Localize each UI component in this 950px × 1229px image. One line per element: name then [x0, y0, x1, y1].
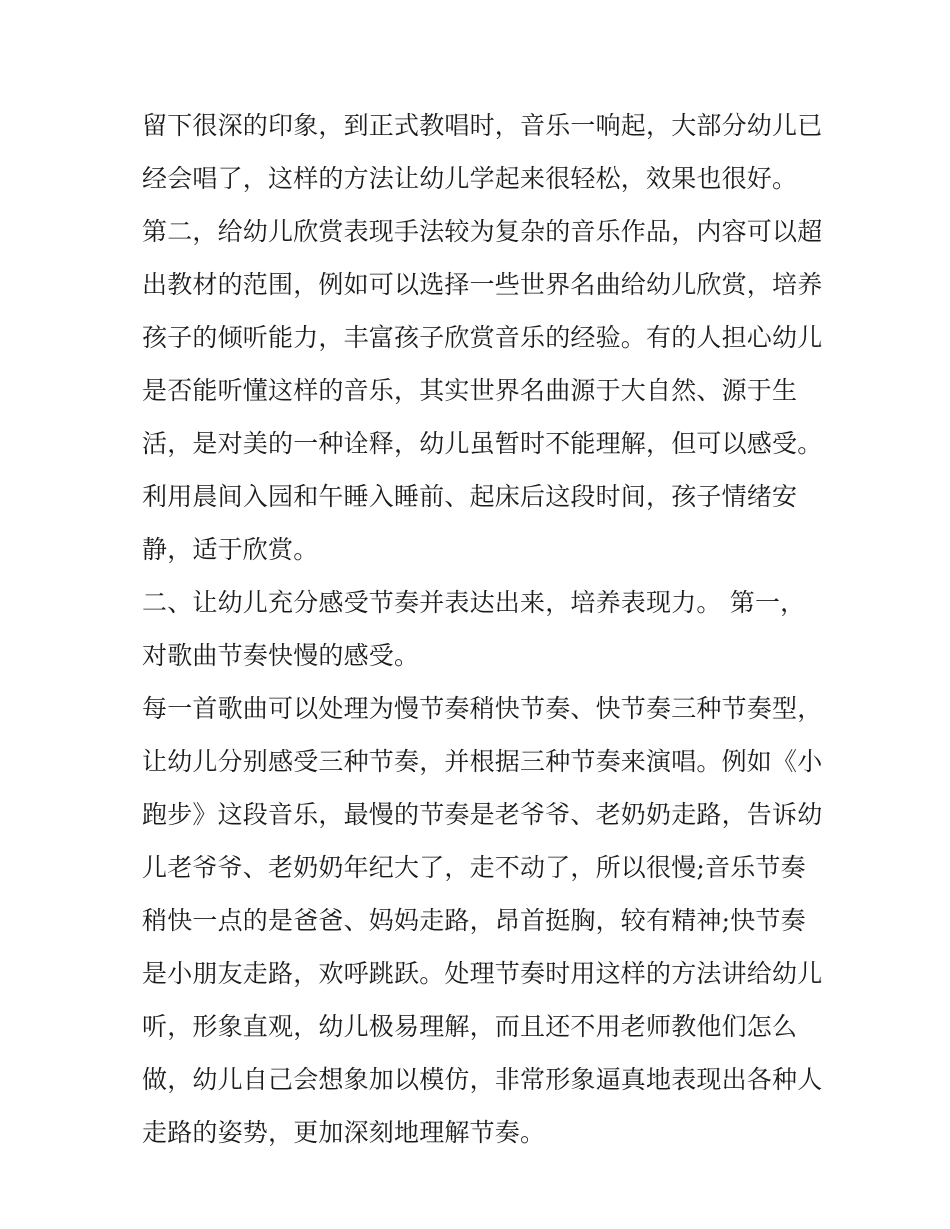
- text-line: 走路的姿势，更加深刻地理解节奏。: [142, 1118, 546, 1147]
- text-line: 留下很深的印象，到正式教唱时，音乐一响起，大部分幼儿已: [142, 111, 823, 140]
- section-heading-line: 二、让幼儿充分感受节奏并表达出来，培养表现力。 第一，: [142, 588, 806, 617]
- text-line: 让幼儿分别感受三种节奏，并根据三种节奏来演唱。例如《小: [142, 747, 823, 776]
- text-line: 利用晨间入园和午睡入睡前、起床后这段时间，孩子情绪安: [142, 482, 798, 511]
- body-text: [142, 104, 822, 1164]
- text-line: 经会唱了，这样的方法让幼儿学起来很轻松，效果也很好。: [142, 164, 798, 193]
- text-line: 儿老爷爷、老奶奶年纪大了，走不动了，所以很慢;音乐节奏: [142, 853, 806, 882]
- text-line: 做，幼儿自己会想象加以模仿，非常形象逼真地表现出各种人: [142, 1065, 823, 1094]
- text-line: 第二，给幼儿欣赏表现手法较为复杂的音乐作品，内容可以超: [142, 217, 823, 246]
- text-line: 静，适于欣赏。: [142, 535, 319, 564]
- text-line: 是小朋友走路，欢呼跳跃。处理节奏时用这样的方法讲给幼儿: [142, 959, 823, 988]
- text-line: 每一首歌曲可以处理为慢节奏稍快节奏、快节奏三种节奏型，: [142, 694, 823, 723]
- text-line: 是否能听懂这样的音乐，其实世界名曲源于大自然、源于生: [142, 376, 798, 405]
- text-line: 孩子的倾听能力，丰富孩子欣赏音乐的经验。有的人担心幼儿: [142, 323, 823, 352]
- text-line: 活，是对美的一种诠释，幼儿虽暂时不能理解，但可以感受。: [142, 429, 823, 458]
- text-line: 听，形象直观，幼儿极易理解，而且还不用老师教他们怎么: [142, 1012, 798, 1041]
- text-line: 出教材的范围，例如可以选择一些世界名曲给幼儿欣赏，培养: [142, 270, 823, 299]
- section-heading-line: 对歌曲节奏快慢的感受。: [142, 641, 420, 670]
- text-line: 稍快一点的是爸爸、妈妈走路，昂首挺胸，较有精神;快节奏: [142, 906, 806, 935]
- text-line: 跑步》这段音乐，最慢的节奏是老爷爷、老奶奶走路，告诉幼: [142, 800, 823, 829]
